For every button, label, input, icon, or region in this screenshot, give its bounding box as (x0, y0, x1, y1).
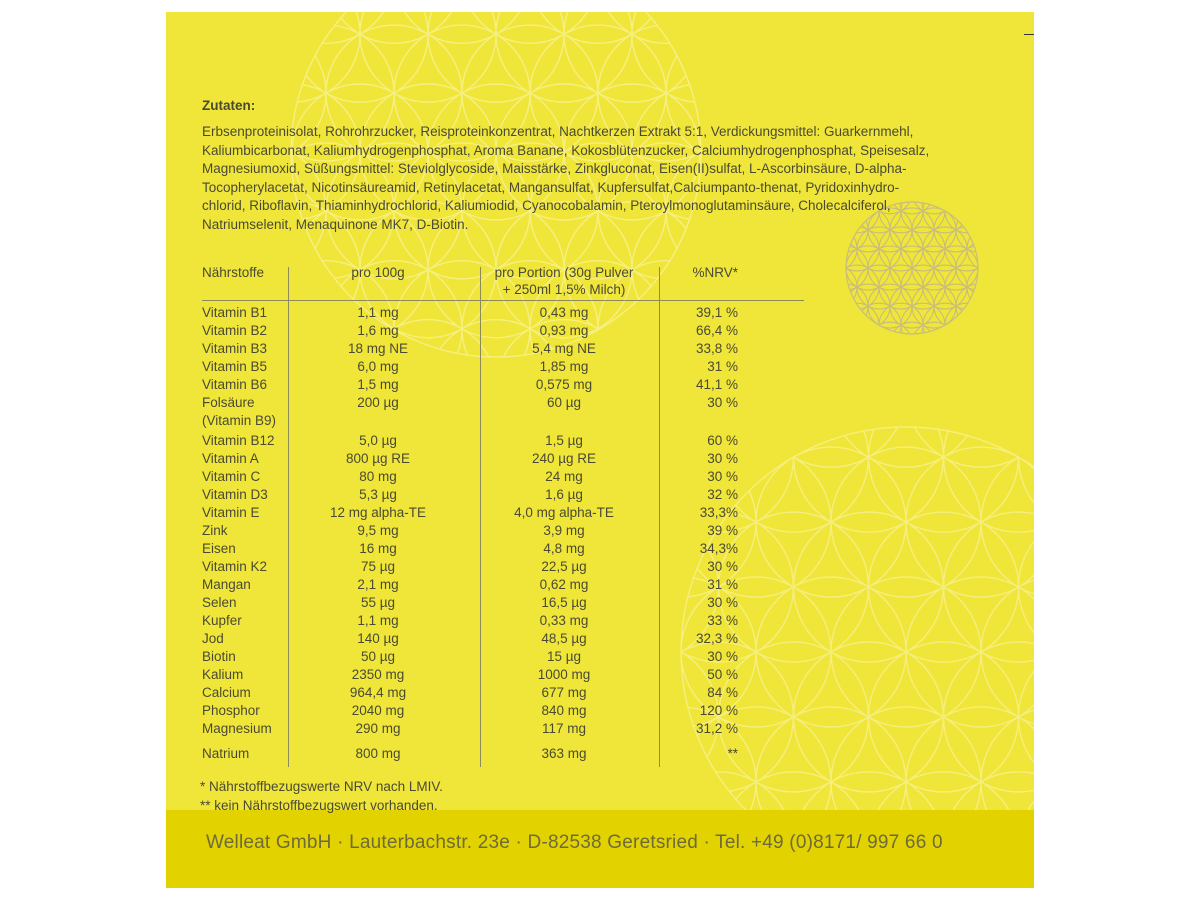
row-nrv: ** (727, 746, 738, 761)
row-name: Vitamin B6 (202, 377, 268, 392)
ingredients-line: Erbsenproteinisolat, Rohrohrzucker, Reisproteinkonzentrat, Nachtkerzen Extrakt 5:1, Verdickungsmittel: Guarkernmehl, (202, 124, 914, 139)
row-portion: 24 mg (545, 469, 583, 484)
ingredients-line: Tocopherylacetat, Nicotinsäureamid, Retinylacetat, Mangansulfat, Kupfersulfat,Calciumpanto-thenat, Pyridoxinhydro- (202, 179, 900, 195)
row-portion: 0,575 mg (535, 377, 593, 392)
header-portion-line2: + 250ml 1,5% Milch) (502, 282, 626, 297)
row-per-100g: 12 mg alpha-TE (329, 505, 427, 520)
row-per-100g: 1,5 mg (357, 377, 399, 392)
row-name: Vitamin B12 (202, 433, 275, 448)
row-portion: 0,33 mg (539, 613, 589, 628)
header-rule (202, 300, 804, 301)
row-per-100g: 200 µg (357, 395, 399, 410)
ingredients-line: Magnesiumoxid, Süßungsmittel: Steviolglycoside, Maisstärke, Zinkgluconat, Eisen(II)sulfat, L-Ascorbinsäure, D-alpha- (202, 161, 907, 177)
row-portion: 363 mg (541, 746, 587, 761)
row-per-100g: 2040 mg (351, 703, 405, 718)
row-name: Magnesium (202, 721, 272, 736)
row-name: Mangan (202, 577, 251, 592)
row-name: Vitamin B2 (202, 323, 268, 338)
row-per-100g: 800 µg RE (345, 451, 411, 466)
row-nrv: 31 % (707, 359, 738, 374)
row-portion: 15 µg (546, 649, 582, 664)
row-nrv: 33,3% (699, 505, 738, 520)
ingredients-title: Zutaten: (202, 98, 256, 113)
row-nrv: 30 % (707, 559, 738, 574)
row-name: Vitamin B3 (202, 341, 268, 356)
row-nrv: 60 % (707, 433, 738, 448)
row-portion: 0,62 mg (539, 577, 589, 592)
row-nrv: 66,4 % (695, 323, 738, 338)
row-nrv: 30 % (707, 595, 738, 610)
row-nrv: 34,3% (699, 541, 738, 556)
row-name: Jod (202, 631, 224, 646)
row-nrv: 31 % (707, 577, 738, 592)
row-nrv: 84 % (707, 685, 738, 700)
row-name: Vitamin K2 (202, 559, 268, 574)
row-nrv: 30 % (707, 395, 738, 410)
row-name: Natrium (202, 746, 250, 761)
header-per-100g: pro 100g (351, 265, 405, 280)
row-per-100g: 2,1 mg (357, 577, 399, 592)
row-name: Kupfer (202, 613, 242, 628)
row-portion: 1,5 µg (545, 433, 583, 448)
row-per-100g: 800 mg (355, 746, 401, 761)
row-nrv: 41,1 % (695, 377, 738, 392)
crop-mark (1024, 34, 1034, 35)
header-nutrients: Nährstoffe (202, 265, 265, 280)
label-content (166, 12, 1034, 888)
ingredients-line: Kaliumbicarbonat, Kaliumhydrogenphosphat, Aroma Banane, Kokosblütenzucker, Calciumhydrogenphosphat, Speisesalz, (202, 142, 930, 158)
row-portion: 117 mg (541, 721, 587, 736)
footnote: * Nährstoffbezugswerte NRV nach LMIV. (200, 779, 443, 794)
row-name: Selen (202, 595, 237, 610)
row-per-100g: 2350 mg (351, 667, 405, 682)
row-nrv: 33,8 % (695, 341, 738, 356)
row-nrv: 39 % (707, 523, 738, 538)
row-per-100g: 140 µg (357, 631, 399, 646)
row-name: Phosphor (202, 703, 260, 718)
row-per-100g: 50 µg (360, 649, 396, 664)
row-nrv: 50 % (707, 667, 738, 682)
column-divider (480, 267, 481, 767)
row-per-100g: 5,0 µg (359, 433, 397, 448)
row-name: Vitamin B1 (202, 305, 268, 320)
row-name: Zink (202, 523, 228, 538)
row-nrv: 30 % (707, 649, 738, 664)
footnote: ** kein Nährstoffbezugswert vorhanden. (200, 798, 438, 813)
row-portion: 0,43 mg (539, 305, 589, 320)
row-per-100g: 75 µg (360, 559, 396, 574)
row-per-100g: 80 mg (359, 469, 397, 484)
row-per-100g: 18 mg NE (347, 341, 409, 356)
row-portion: 4,8 mg (543, 541, 585, 556)
row-nrv: 31,2 % (695, 721, 738, 736)
row-nrv: 32,3 % (695, 631, 738, 646)
row-portion: 22,5 µg (541, 559, 587, 574)
ingredients-line: chlorid, Riboflavin, Thiaminhydrochlorid, Kaliumiodid, Cyanocobalamin, Pteroylmonoglutaminsäure, Cholecalciferol, (202, 198, 891, 214)
row-nrv: 30 % (707, 451, 738, 466)
column-divider (659, 267, 660, 767)
row-name: Vitamin D3 (202, 487, 268, 502)
row-per-100g: 55 µg (360, 595, 396, 610)
row-name: Calcium (202, 685, 251, 700)
row-nrv: 32 % (707, 487, 738, 502)
row-name: Kalium (202, 667, 244, 682)
row-portion: 5,4 mg NE (532, 341, 596, 356)
row-portion: 48,5 µg (541, 631, 587, 646)
row-portion: 60 µg (546, 395, 582, 410)
row-name: Vitamin A (202, 451, 259, 466)
row-nrv: 39,1 % (695, 305, 738, 320)
row-per-100g: 1,1 mg (357, 305, 399, 320)
row-portion: 3,9 mg (543, 523, 585, 538)
ingredients-text (202, 123, 992, 235)
row-per-100g: 1,6 mg (357, 323, 399, 338)
row-per-100g: 9,5 mg (357, 523, 399, 538)
row-per-100g: 290 mg (355, 721, 401, 736)
row-name: Vitamin E (202, 505, 260, 520)
row-per-100g: 1,1 mg (357, 613, 399, 628)
row-nrv: 30 % (707, 469, 738, 484)
row-name: Biotin (202, 649, 236, 664)
row-portion: 240 µg RE (531, 451, 597, 466)
column-divider (288, 267, 289, 767)
row-name: Vitamin C (202, 469, 261, 484)
row-per-100g: 6,0 mg (357, 359, 399, 374)
row-nrv: 33 % (707, 613, 738, 628)
row-portion: 4,0 mg alpha-TE (514, 505, 614, 520)
row-portion: 840 mg (541, 703, 587, 718)
header-nrv: %NRV* (692, 265, 738, 280)
header-portion-line1: pro Portion (30g Pulver (494, 265, 634, 280)
row-portion: 677 mg (541, 685, 587, 700)
row-portion: 1000 mg (537, 667, 591, 682)
row-name: Folsäure (202, 395, 255, 410)
company-address: Welleat GmbH · Lauterbachstr. 23e · D-82538 Geretsried · Tel. +49 (0)8171/ 997 66 0 (206, 832, 943, 853)
row-per-100g: 16 mg (359, 541, 397, 556)
row-name-continued: (Vitamin B9) (202, 413, 277, 428)
row-portion: 0,93 mg (539, 323, 589, 338)
row-portion: 1,85 mg (539, 359, 589, 374)
row-per-100g: 964,4 mg (349, 685, 407, 700)
row-name: Vitamin B5 (202, 359, 268, 374)
row-name: Eisen (202, 541, 236, 556)
row-per-100g: 5,3 µg (359, 487, 397, 502)
row-nrv: 120 % (699, 703, 738, 718)
ingredients-line: Natriumselenit, Menaquinone MK7, D-Biotin. (202, 216, 469, 232)
row-portion: 1,6 µg (545, 487, 583, 502)
footnotes (200, 777, 443, 815)
row-portion: 16,5 µg (541, 595, 587, 610)
